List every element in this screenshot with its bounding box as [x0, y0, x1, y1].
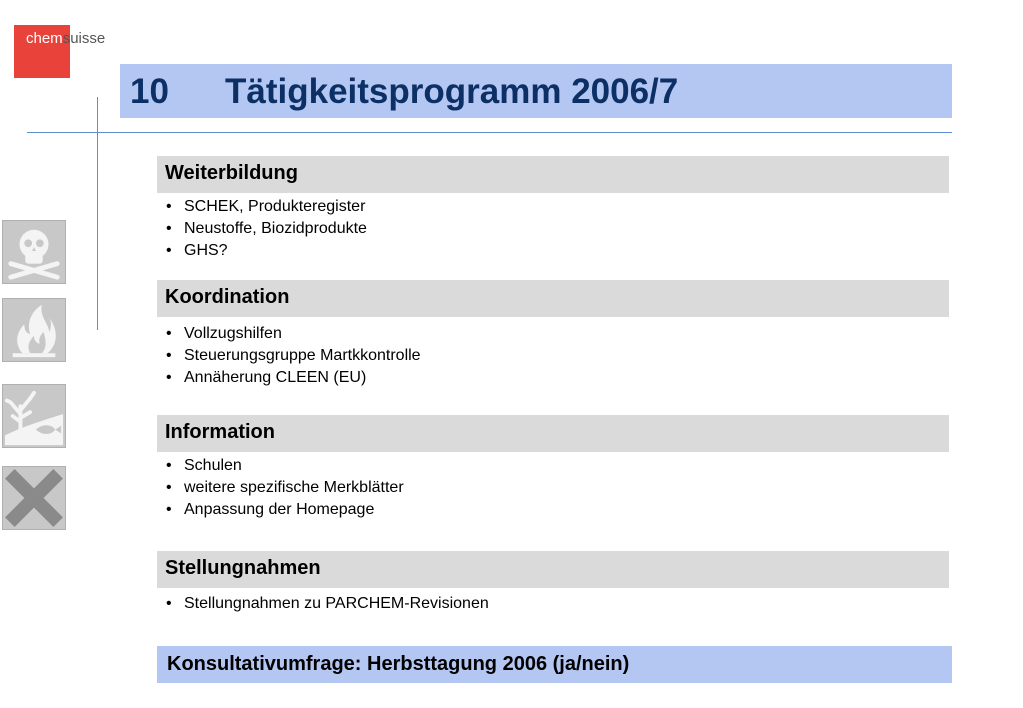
- list-item: • Stellungnahmen zu PARCHEM-Revisionen: [166, 593, 489, 615]
- list-item: • GHS?: [166, 240, 367, 262]
- list-item: • Vollzugshilfen: [166, 323, 421, 345]
- dead-tree-fish-icon: [2, 384, 66, 448]
- section-heading: Koordination: [165, 286, 290, 308]
- vertical-rule: [97, 97, 98, 330]
- list-item: • Annäherung CLEEN (EU): [166, 367, 421, 389]
- logo-wordmark: chemsuisse: [26, 30, 106, 47]
- skull-crossbones-icon: [2, 220, 66, 284]
- list-item: • SCHEK, Produkteregister: [166, 196, 367, 218]
- title-number: 10: [130, 72, 169, 111]
- footer-text: Konsultativumfrage: Herbsttagung 2006 (ja/nein): [167, 653, 630, 675]
- section-header-information: [157, 415, 949, 452]
- section-list-stellungnahmen: [166, 593, 489, 615]
- section-list-koordination: [166, 323, 421, 389]
- list-item: • Anpassung der Homepage: [166, 499, 404, 521]
- footer-bar: [157, 646, 952, 683]
- section-list-weiterbildung: [166, 196, 367, 262]
- list-item: • weitere spezifische Merkblätter: [166, 477, 404, 499]
- page-title: [130, 68, 678, 116]
- flame-icon: [2, 298, 66, 362]
- list-item: • Steuerungsgruppe Martkkontrolle: [166, 345, 421, 367]
- horizontal-rule: [27, 132, 952, 133]
- section-header-stellungnahmen: [157, 551, 949, 588]
- list-item: • Neustoffe, Biozidprodukte: [166, 218, 367, 240]
- section-heading: Weiterbildung: [165, 162, 298, 184]
- title-text: Tätigkeitsprogramm 2006/7: [225, 72, 679, 111]
- section-list-information: [166, 455, 404, 521]
- section-heading: Information: [165, 421, 275, 443]
- section-heading: Stellungnahmen: [165, 557, 321, 579]
- section-header-koordination: [157, 280, 949, 317]
- x-cross-icon: [2, 466, 66, 530]
- section-header-weiterbildung: [157, 156, 949, 193]
- list-item: • Schulen: [166, 455, 404, 477]
